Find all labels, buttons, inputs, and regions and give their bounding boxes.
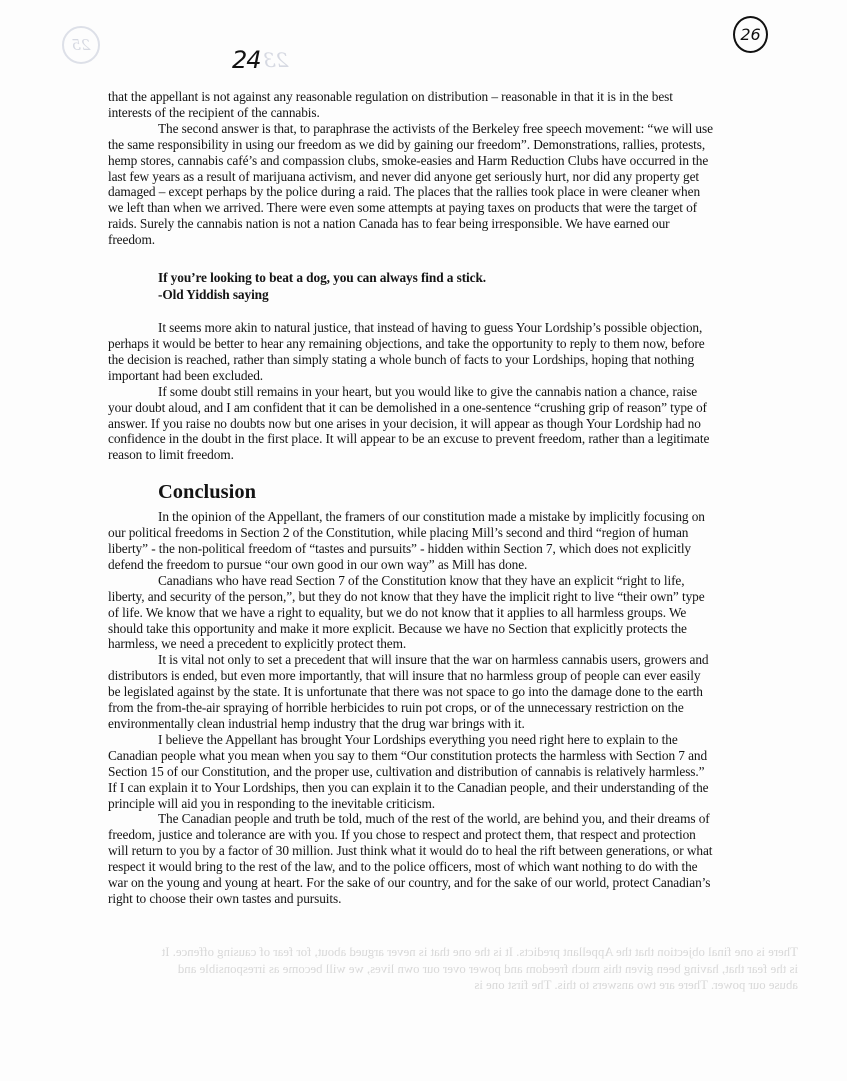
natural-justice-paragraph: It seems more akin to natural justice, that instead of having to guess Your Lordship’s possible objection, perhaps it would be better to hear any remaining objections, and take the opportunity to reply to them now, before the decision is reached, rather than simply stating a whole bunch of facts to your Lordships, hoping that nothing important had been excluded. [108, 320, 705, 383]
bleed-through-text: There is one final objection that the Appellant predicts. It is the one that is never argued about, for fear of causing offence. It is the fear that, having been given this much freedom and power over our own lives, we will become as irresponsible and abuse our power. There are two answers to this. The first one is [161, 945, 798, 992]
epigraph-quote [158, 270, 714, 303]
circled-page-number [733, 16, 768, 53]
conclusion-paragraph: Canadians who have read Section 7 of the Constitution know that they have an explicit “right to life, liberty, and security of the person,”, but they do not know that they have the implicit right to live “their own” type of life. We know that we have a right to equality, but we do not know that it applies to all harmless groups. We should take this opportunity and make it more explicit. Because we have no Section that explicitly protects the harmless, we need a precedent to explicitly protect them. [108, 572, 705, 652]
conclusion-paragraph: In the opinion of the Appellant, the framers of our constitution made a mistake by implicitly focusing on our political freedoms in Section 2 of the Constitution, while placing Mill’s second and third “region of human liberty” - the non-political freedom of “tastes and pursuits” - hidden within Section 7, which does not explicitly defend the freedom to pursue “our own good in our own way” as Mill has done. [108, 509, 705, 572]
circled-page-number-text: 26 [740, 25, 761, 44]
ghost-page-number: 23 [263, 48, 289, 72]
document-page [108, 89, 714, 907]
ghost-circled-number-text: 25 [71, 36, 91, 54]
quote-text: If you’re looking to beat a dog, you can always find a stick. [158, 270, 487, 286]
opening-paragraph: that the appellant is not against any reasonable regulation on distribution – reasonable in that it is in the best interests of the recipient of the cannabis. [108, 89, 673, 120]
doubt-paragraph: If some doubt still remains in your heart, but you would like to give the cannabis nation a chance, raise your doubt aloud, and I am confident that it can be demolished in a one-sentence “crushing grip of reason” type of answer. If you raise no doubts now but one arises in your decision, it will appear as though Your Lordship had no confidence in the doubt in the first place. It will appear to be an excuse to prevent freedom, rather than a legitimate reason to limit freedom. [108, 383, 710, 463]
conclusion-heading: Conclusion [158, 481, 256, 504]
quote-attribution: -Old Yiddish saying [158, 286, 269, 302]
second-answer-paragraph: The second answer is that, to paraphrase the activists of the Berkeley free speech movement: “we will use the same responsibility in using our freedom as we did by gaining our freedom”. Demonstrations, rallies, protests, hemp stores, cannabis café’s and compassion clubs, smoke-easies and Harm Reduction Clubs have occurred in the last few years as a result of marijuana activism, and never did anyone get seriously hurt, nor did any property get damaged – except perhaps by the police during a raid. The places that the rallies took place in were cleaner when we left than when we arrived. There were even some attempts at paying taxes on products that were the target of raids. Surely the cannabis nation is not a nation Canada has to fear being irresponsible. We have earned our freedom. [108, 120, 713, 248]
handwritten-page-number: 24 [232, 46, 261, 74]
conclusion-paragraph: It is vital not only to set a precedent that will insure that the war on harmless cannabis users, growers and distributors is ended, but even more importantly, that will insure that no harmless group of people can ever easily be legislated against by the state. It is unfortunate that there was not space to go into the damage done to the earth from the from-the-air spraying of horrible herbicides to ruin pot crops, or of the unnecessary restriction on the environmentally clean industrial hemp industry that the drug war brings with it. [108, 652, 709, 731]
conclusion-paragraph: The Canadian people and truth be told, much of the rest of the world, are behind you, and their dreams of freedom, justice and tolerance are with you. If you chose to respect and protect them, that respect and protection will return to you by a factor of 30 million. Just think what it would do to heal the rift between generations, or what respect it would bring to the rest of the law, and to the police officers, most of which want nothing to do with the war on the young and young at heart. For the sake of our country, and for the sake of our world, protect Canadian’s right to choose their own tastes and pursuits. [108, 811, 713, 906]
ghost-circled-page-number [62, 26, 100, 64]
conclusion-paragraph: I believe the Appellant has brought Your Lordships everything you need right here to explain to the Canadian people what you mean when you say to them “Our constitution protects the harmless with Section 7 and Section 15 of our Constitution, and the proper use, cultivation and distribution of cannabis is relatively harmless.” If I can explain it to Your Lordships, then you can explain it to the Canadian people, and their understanding of the principle will aid you in responding to the inevitable criticism. [108, 731, 709, 811]
